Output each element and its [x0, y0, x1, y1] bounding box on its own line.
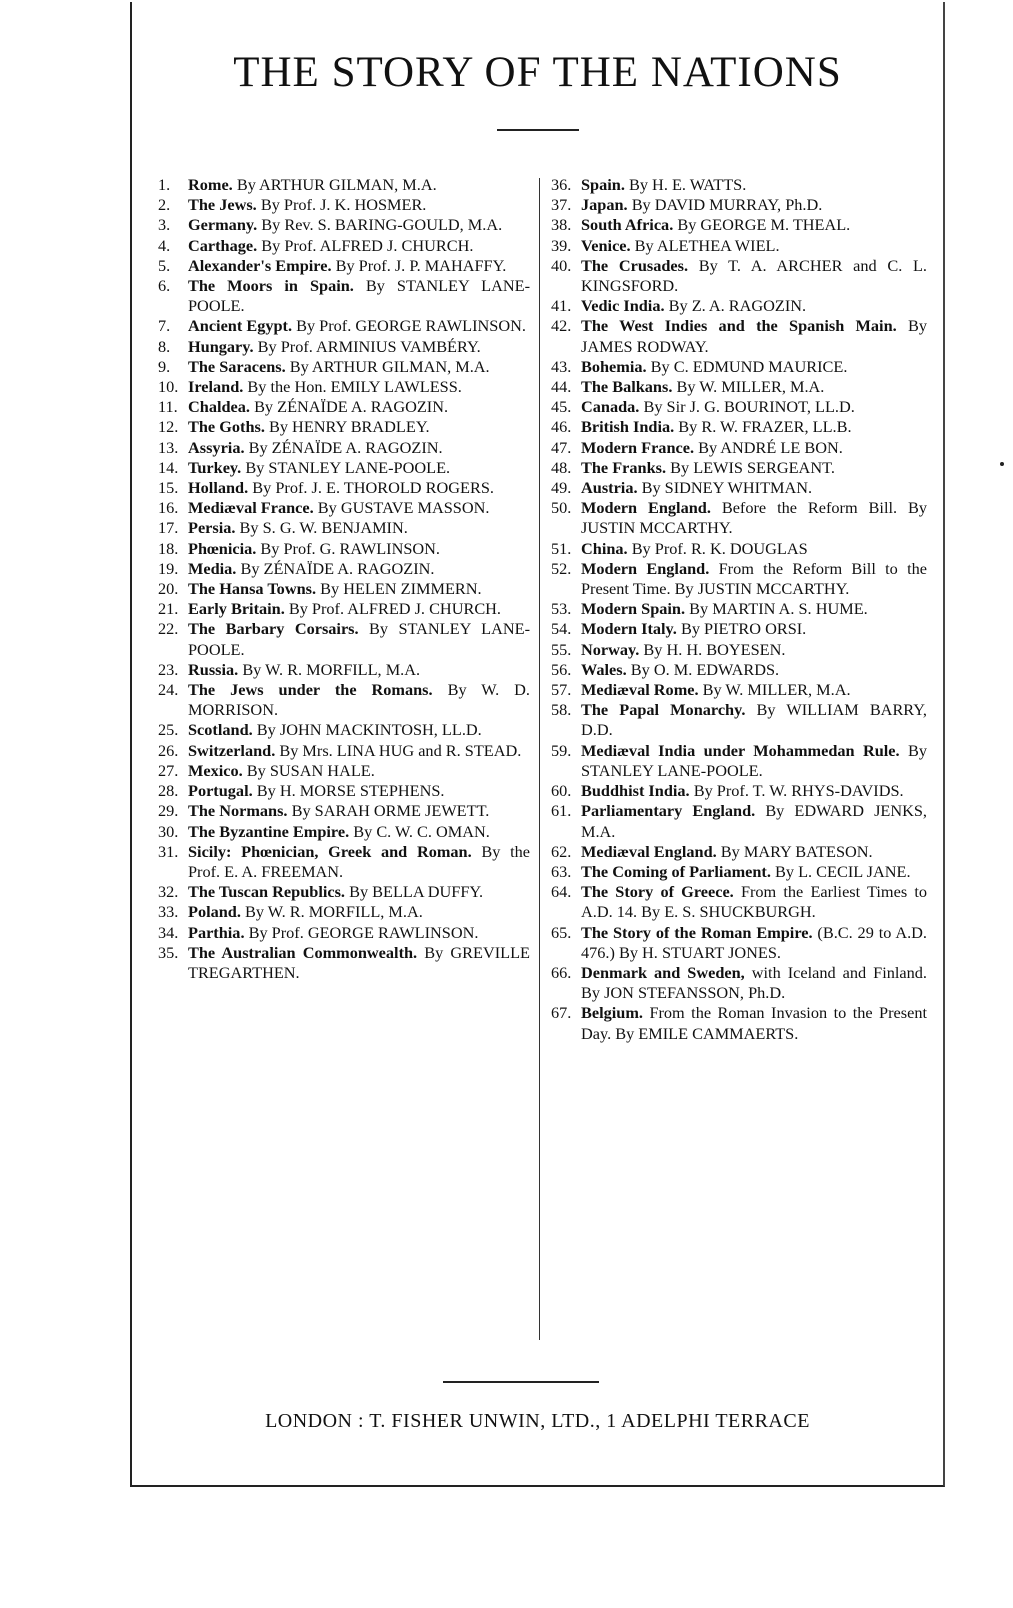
item-number: 3.: [158, 215, 171, 235]
item-author: By DAVID MURRAY, Ph.D.: [631, 195, 823, 215]
list-item: [551, 619, 927, 639]
item-author: By Prof. G. RAWLINSON.: [260, 538, 440, 558]
list-item: [158, 943, 530, 983]
item-title: The Balkans.: [581, 377, 673, 397]
list-item: [158, 680, 530, 720]
page-title: THE STORY OF THE NATIONS: [233, 49, 842, 96]
margin-mark: [1000, 462, 1004, 466]
item-author: By Prof. ALFRED J. CHURCH.: [261, 235, 474, 255]
item-title: Portugal.: [188, 781, 253, 801]
list-item: [158, 842, 530, 882]
item-author: By Prof. GEORGE RAWLINSON.: [248, 922, 479, 942]
item-author: By Z. A. RAGOZIN.: [668, 296, 807, 316]
item-number: 57.: [551, 680, 572, 700]
item-title: Denmark and Sweden,: [581, 962, 745, 982]
list-item: [158, 923, 530, 943]
item-title: Parliamentary England.: [581, 801, 756, 821]
item-title: Japan.: [581, 195, 628, 215]
item-author: By ARTHUR GILMAN, M.A.: [236, 175, 437, 194]
list-item: [158, 660, 530, 680]
item-author: By R. W. FRAZER, LL.B.: [678, 417, 852, 437]
item-title: The Jews.: [188, 195, 257, 215]
item-title: Scotland.: [188, 720, 253, 740]
item-title: The Story of the Roman Empire.: [581, 922, 813, 942]
item-author: By ZÉNAÏDE A. RAGOZIN.: [240, 558, 435, 578]
publisher-imprint: LONDON : T. FISHER UNWIN, LTD., 1 ADELPHI TERRACE: [265, 1410, 810, 1432]
item-author: By JOHN MACKINTOSH, LL.D.: [256, 720, 482, 740]
item-number: 18.: [158, 538, 179, 558]
list-item: [158, 902, 530, 922]
item-title: Wales.: [581, 659, 627, 679]
item-title: British India.: [581, 417, 675, 437]
item-number: 8.: [158, 336, 171, 356]
item-author: By the Hon. EMILY LAWLESS.: [247, 377, 462, 397]
list-item: [551, 377, 927, 397]
list-item: [158, 619, 530, 659]
list-item: [551, 498, 927, 538]
list-item: [551, 963, 927, 1003]
list-item: [551, 438, 927, 458]
item-title: Phœnicia.: [188, 538, 257, 558]
item-author: By GEORGE M. THEAL.: [677, 215, 851, 235]
item-author: By T. A. ARCHER and C. L. KINGSFORD.: [581, 255, 927, 296]
list-item: [158, 397, 530, 417]
item-number: 13.: [158, 437, 179, 457]
item-title: The Story of Greece.: [581, 882, 734, 902]
item-title: The Moors in Spain.: [188, 276, 354, 296]
item-number: 50.: [551, 498, 572, 518]
item-author: By Prof. ARMINIUS VAMBÉRY.: [257, 336, 481, 356]
item-number: 6.: [158, 276, 171, 296]
item-number: 63.: [551, 861, 572, 881]
item-number: 11.: [158, 397, 178, 417]
item-number: 22.: [158, 619, 179, 639]
list-item: [158, 337, 530, 357]
item-title: The Crusades.: [581, 255, 689, 275]
item-author: By STANLEY LANE-POOLE.: [188, 619, 530, 659]
item-title: Modern England.: [581, 558, 710, 578]
item-title: Persia.: [188, 518, 236, 538]
item-number: 66.: [551, 962, 572, 982]
item-number: 39.: [551, 235, 572, 255]
item-title: Vedic India.: [581, 296, 665, 316]
item-title: South Africa.: [581, 215, 674, 235]
item-number: 9.: [158, 356, 171, 376]
list-item: [158, 761, 530, 781]
item-author: By Prof. J. K. HOSMER.: [260, 195, 427, 215]
item-title: Holland.: [188, 478, 249, 498]
item-author: By Rev. S. BARING-GOULD, M.A.: [261, 215, 503, 235]
item-number: 32.: [158, 882, 179, 902]
item-title: Media.: [188, 558, 237, 578]
footer-rule: [443, 1381, 599, 1383]
item-number: 37.: [551, 195, 572, 215]
item-author: By ARTHUR GILMAN, M.A.: [289, 356, 490, 376]
item-title: Carthage.: [188, 235, 258, 255]
list-item: [158, 741, 530, 761]
item-title: The Hansa Towns.: [188, 579, 317, 599]
item-number: 5.: [158, 255, 171, 275]
item-author: By LEWIS SERGEANT.: [670, 457, 835, 477]
item-author: By the Prof. E. A. FREEMAN.: [188, 841, 530, 881]
item-title: Poland.: [188, 902, 241, 922]
item-author: Before the Reform Bill. By JUSTIN MCCARTHY.: [581, 498, 927, 538]
item-title: The Barbary Corsairs.: [188, 619, 359, 639]
list-item: [551, 215, 927, 235]
item-number: 67.: [551, 1003, 572, 1023]
column-divider: [539, 178, 540, 1340]
item-title: The West Indies and the Spanish Main.: [581, 316, 897, 336]
list-item: [551, 882, 927, 922]
item-title: Germany.: [188, 215, 258, 235]
item-number: 56.: [551, 659, 572, 679]
item-author: By ZÉNAÏDE A. RAGOZIN.: [254, 397, 449, 417]
item-author: By GREVILLE TREGARTHEN.: [188, 942, 530, 982]
item-title: The Australian Commonwealth.: [188, 942, 418, 962]
item-number: 2.: [158, 195, 171, 215]
list-item: [158, 720, 530, 740]
item-author: By W. R. MORFILL, M.A.: [242, 659, 421, 679]
item-title: The Normans.: [188, 801, 288, 821]
item-author: From the Earliest Times to A.D. 14. By E. S. SHUCKBURGH.: [581, 882, 927, 922]
item-title: The Saracens.: [188, 356, 286, 376]
item-title: Turkey.: [188, 457, 242, 477]
item-number: 7.: [158, 316, 171, 336]
list-item: [158, 599, 530, 619]
item-number: 64.: [551, 882, 572, 902]
list-item: [158, 215, 530, 235]
item-number: 35.: [158, 942, 179, 962]
item-author: By H. H. BOYESEN.: [643, 639, 786, 659]
item-title: Mediæval England.: [581, 841, 717, 861]
list-item: [551, 923, 927, 963]
item-number: 25.: [158, 720, 179, 740]
item-number: 19.: [158, 558, 179, 578]
item-number: 33.: [158, 902, 179, 922]
list-item: [551, 700, 927, 740]
item-author: By SIDNEY WHITMAN.: [641, 478, 813, 498]
item-title: The Franks.: [581, 457, 667, 477]
list-item: [551, 680, 927, 700]
list-item: [158, 458, 530, 478]
item-title: Belgium.: [581, 1003, 643, 1023]
list-item: [551, 316, 927, 356]
item-author: By Mrs. LINA HUG and R. STEAD.: [279, 740, 522, 760]
item-author: By SARAH ORME JEWETT.: [291, 801, 490, 821]
list-item: [551, 478, 927, 498]
list-item: [551, 357, 927, 377]
item-title: Parthia.: [188, 922, 245, 942]
item-author: By STANLEY LANE-POOLE.: [581, 740, 927, 780]
item-author: By L. CECIL JANE.: [775, 861, 911, 881]
item-number: 21.: [158, 599, 179, 619]
item-number: 4.: [158, 235, 171, 255]
list-item: [158, 276, 530, 316]
item-number: 27.: [158, 760, 179, 780]
list-item: [158, 518, 530, 538]
list-item: [551, 1003, 927, 1043]
item-number: 42.: [551, 316, 572, 336]
item-title: The Byzantine Empire.: [188, 821, 350, 841]
item-number: 29.: [158, 801, 179, 821]
item-author: By BELLA DUFFY.: [349, 882, 484, 902]
item-author: By W. MILLER, M.A.: [702, 680, 851, 700]
list-item: [551, 397, 927, 417]
item-number: 34.: [158, 922, 179, 942]
item-title: Mediæval Rome.: [581, 680, 699, 700]
item-author: By H. E. WATTS.: [628, 175, 747, 194]
item-title: Ancient Egypt.: [188, 316, 293, 336]
item-title: The Tuscan Republics.: [188, 882, 345, 902]
list-item: [158, 498, 530, 518]
item-author: By HELEN ZIMMERN.: [320, 579, 482, 599]
item-number: 26.: [158, 740, 179, 760]
item-title: Modern France.: [581, 437, 695, 457]
item-title: Venice.: [581, 235, 631, 255]
item-number: 47.: [551, 437, 572, 457]
item-number: 49.: [551, 478, 572, 498]
item-author: By ALETHEA WIEL.: [634, 235, 780, 255]
list-item: [551, 539, 927, 559]
item-author: with Iceland and Finland. By JON STEFANSSON, Ph.D.: [581, 962, 927, 1003]
item-author: By HENRY BRADLEY.: [268, 417, 430, 437]
item-number: 15.: [158, 478, 179, 498]
list-item: [551, 862, 927, 882]
list-item: [551, 781, 927, 801]
item-number: 31.: [158, 841, 179, 861]
item-title: Alexander's Empire.: [188, 255, 332, 275]
item-author: By H. MORSE STEPHENS.: [256, 781, 445, 801]
item-number: 53.: [551, 599, 572, 619]
item-author: From the Reform Bill to the Present Time. By JUSTIN MCCARTHY.: [581, 558, 927, 599]
item-author: By ANDRÉ LE BON.: [698, 437, 843, 457]
item-title: Modern England.: [581, 498, 711, 518]
item-title: Russia.: [188, 659, 239, 679]
list-item: [551, 195, 927, 215]
item-title: China.: [581, 538, 628, 558]
item-author: By ZÉNAÏDE A. RAGOZIN.: [248, 437, 443, 457]
left-column: [158, 175, 530, 983]
item-title: Mediæval India under Mohammedan Rule.: [581, 740, 900, 760]
item-number: 20.: [158, 579, 179, 599]
item-number: 48.: [551, 457, 572, 477]
item-number: 40.: [551, 255, 572, 275]
item-author: By S. G. W. BENJAMIN.: [239, 518, 408, 538]
item-number: 62.: [551, 841, 572, 861]
item-number: 1.: [158, 175, 171, 194]
item-number: 30.: [158, 821, 179, 841]
list-item: [551, 640, 927, 660]
item-title: Hungary.: [188, 336, 254, 356]
list-item: [551, 458, 927, 478]
item-author: By Prof. J. P. MAHAFFY.: [335, 255, 507, 275]
list-item: [551, 236, 927, 256]
item-title: Chaldea.: [188, 397, 250, 417]
item-author: By Prof. T. W. RHYS-DAVIDS.: [693, 781, 904, 801]
item-author: By STANLEY LANE-POOLE.: [245, 457, 451, 477]
item-title: Austria.: [581, 478, 638, 498]
item-title: Mediæval France.: [188, 498, 314, 518]
item-author: By W. R. MORFILL, M.A.: [245, 902, 423, 922]
item-author: By EDWARD JENKS, M.A.: [581, 801, 927, 841]
item-author: By Prof. ALFRED J. CHURCH.: [288, 599, 502, 619]
list-item: [551, 801, 927, 841]
list-item: [158, 579, 530, 599]
item-author: By C. W. C. OMAN.: [353, 821, 490, 841]
item-number: 58.: [551, 700, 572, 720]
right-column: [551, 175, 927, 1044]
item-author: By JAMES RODWAY.: [581, 316, 927, 356]
list-item: [551, 599, 927, 619]
item-number: 52.: [551, 558, 572, 578]
item-author: By Prof. J. E. THOROLD ROGERS.: [252, 478, 494, 498]
item-title: The Goths.: [188, 417, 265, 437]
item-title: Switzerland.: [188, 740, 276, 760]
item-title: The Coming of Parliament.: [581, 861, 771, 881]
list-item: [158, 417, 530, 437]
list-item: [551, 842, 927, 862]
item-number: 12.: [158, 417, 179, 437]
list-item: [551, 256, 927, 296]
list-item: [158, 377, 530, 397]
list-item: [158, 882, 530, 902]
list-item: [158, 801, 530, 821]
item-author: By PIETRO ORSI.: [680, 619, 807, 639]
list-item: [158, 438, 530, 458]
list-item: [551, 175, 927, 195]
item-author: By C. EDMUND MAURICE.: [650, 356, 848, 376]
item-number: 46.: [551, 417, 572, 437]
item-number: 61.: [551, 801, 572, 821]
item-title: Norway.: [581, 639, 640, 659]
item-author: By Prof. GEORGE RAWLINSON.: [296, 316, 526, 336]
list-item: [158, 539, 530, 559]
item-title: Canada.: [581, 397, 640, 417]
item-number: 38.: [551, 215, 572, 235]
item-title: Rome.: [188, 175, 233, 194]
item-title: Sicily: Phœnician, Greek and Roman.: [188, 841, 472, 861]
list-item: [158, 559, 530, 579]
item-author: By W. D. MORRISON.: [188, 680, 530, 720]
item-number: 10.: [158, 377, 179, 397]
item-author: By MARTIN A. S. HUME.: [689, 599, 868, 619]
item-title: Assyria.: [188, 437, 245, 457]
item-author: By Sir J. G. BOURINOT, LL.D.: [643, 397, 855, 417]
item-author: By Prof. R. K. DOUGLAS: [631, 538, 808, 558]
item-author: By W. MILLER, M.A.: [676, 377, 825, 397]
item-author: (B.C. 29 to A.D. 476.) By H. STUART JONES.: [581, 922, 927, 962]
item-number: 28.: [158, 781, 179, 801]
list-item: [551, 296, 927, 316]
list-item: [551, 559, 927, 599]
item-title: The Jews under the Romans.: [188, 680, 433, 700]
item-title: Bohemia.: [581, 356, 647, 376]
list-item: [158, 256, 530, 276]
list-item: [158, 175, 530, 195]
item-number: 14.: [158, 457, 179, 477]
item-number: 41.: [551, 296, 572, 316]
item-number: 44.: [551, 377, 572, 397]
item-title: Mexico.: [188, 760, 243, 780]
item-title: Ireland.: [188, 377, 244, 397]
item-number: 59.: [551, 740, 572, 760]
list-item: [158, 236, 530, 256]
item-number: 16.: [158, 498, 179, 518]
list-item: [158, 478, 530, 498]
list-item: [158, 781, 530, 801]
item-author: By WILLIAM BARRY, D.D.: [581, 700, 927, 740]
item-title: Modern Spain.: [581, 599, 686, 619]
item-number: 17.: [158, 518, 179, 538]
list-item: [158, 195, 530, 215]
item-number: 60.: [551, 781, 572, 801]
item-author: By SUSAN HALE.: [246, 760, 375, 780]
list-item: [158, 822, 530, 842]
item-author: By MARY BATESON.: [720, 841, 873, 861]
item-number: 65.: [551, 922, 572, 942]
item-number: 36.: [551, 175, 572, 194]
title-rule: [497, 129, 579, 131]
item-number: 43.: [551, 356, 572, 376]
item-title: Spain.: [581, 175, 625, 194]
item-number: 54.: [551, 619, 572, 639]
item-number: 55.: [551, 639, 572, 659]
item-number: 45.: [551, 397, 572, 417]
item-author: By GUSTAVE MASSON.: [317, 498, 490, 518]
item-title: Modern Italy.: [581, 619, 677, 639]
item-title: The Papal Monarchy.: [581, 700, 746, 720]
item-number: 51.: [551, 538, 572, 558]
item-number: 23.: [158, 659, 179, 679]
item-author: From the Roman Invasion to the Present Day. By EMILE CAMMAERTS.: [581, 1003, 927, 1043]
item-author: By STANLEY LANE-POOLE.: [188, 276, 530, 316]
item-title: Early Britain.: [188, 599, 285, 619]
item-title: Buddhist India.: [581, 781, 690, 801]
list-item: [551, 741, 927, 781]
item-author: By O. M. EDWARDS.: [630, 659, 780, 679]
list-item: [158, 316, 530, 336]
list-item: [551, 417, 927, 437]
item-number: 24.: [158, 680, 179, 700]
list-item: [158, 357, 530, 377]
list-item: [551, 660, 927, 680]
